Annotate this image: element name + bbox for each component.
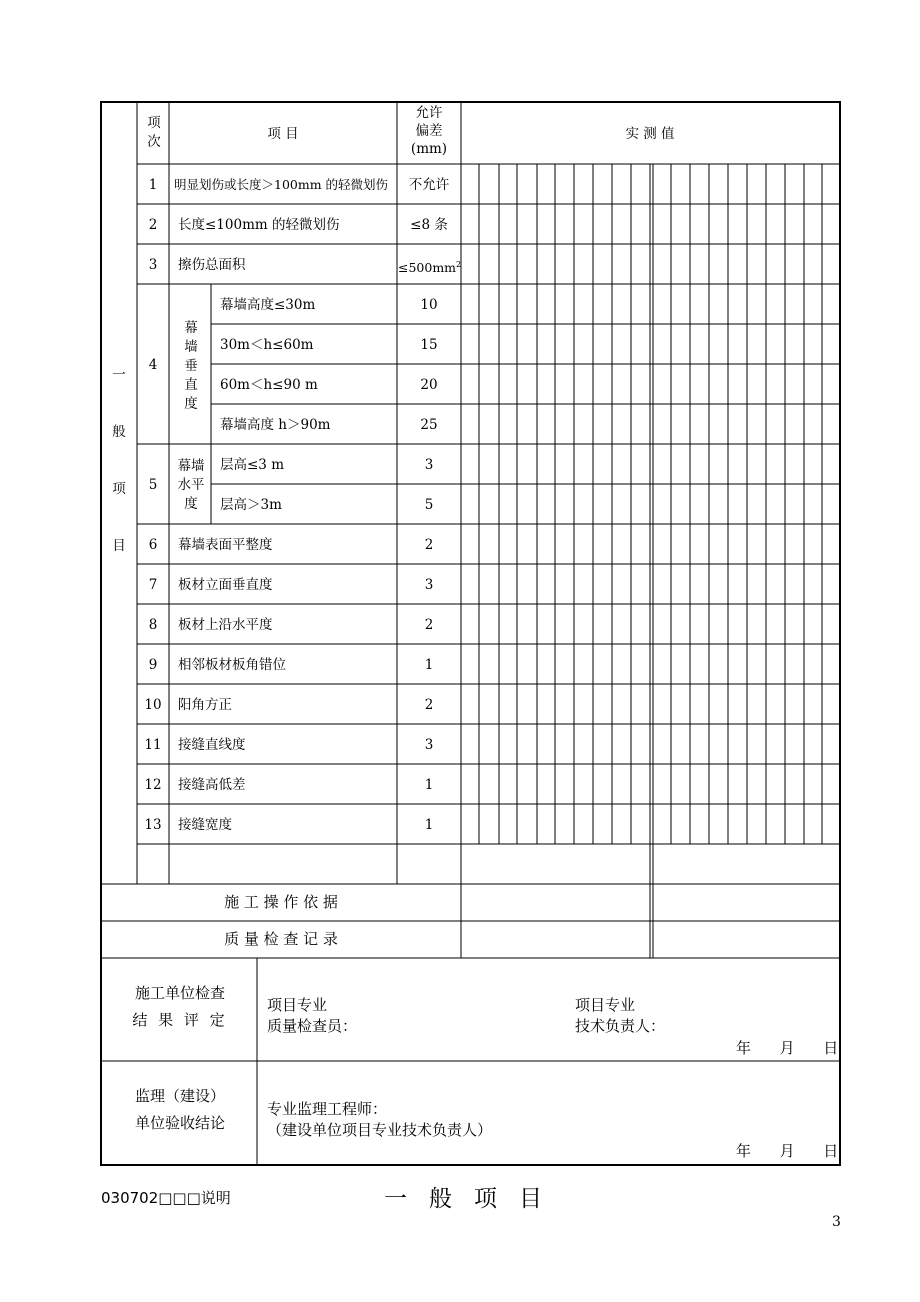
construction-inspector-line1: 项目专业 [267,996,328,1014]
supervision-date: 年 月 日 [736,1142,839,1160]
row-11-allowance: 3 [424,737,434,753]
row-1-item: 明显划伤或长度＞100mm 的轻微划伤 [174,177,389,192]
construction-check-label-2: 结 果 评 定 [132,1011,228,1029]
header-item-label: 项 目 [267,126,299,142]
row-11-item: 接缝直线度 [178,737,246,753]
row-7-item: 板材立面垂直度 [178,577,273,593]
row-5a-allowance: 3 [424,457,434,473]
row-5-number: 5 [148,477,158,493]
row-7-allowance: 3 [424,577,434,593]
header-allow-label: 允许 偏差 (mm) [410,105,448,157]
row-4c-item: 60m＜h≤90 m [220,377,318,393]
row-11-number: 11 [144,737,162,753]
row-13-number: 13 [144,817,162,833]
row-12-allowance: 1 [424,777,434,793]
row-8-number: 8 [148,617,158,633]
row-9-item: 相邻板材板角错位 [178,657,286,673]
supervision-label-1: 监理（建设） [134,1087,226,1105]
row-6-allowance: 2 [424,537,434,553]
row-5b-allowance: 5 [424,497,434,513]
form-code: 030702□□□说明 [101,1189,231,1207]
row-4a-allowance: 10 [420,297,438,313]
row-3-allowance: $\le 500mm^2$ [398,260,462,276]
row-5a-item: 层高≤3 m [220,457,284,473]
row-10-item: 阳角方正 [178,697,232,713]
construction-date: 年 月 日 [736,1039,839,1057]
supervision-label-2: 单位验收结论 [134,1114,226,1132]
row-3-item: 擦伤总面积 [178,257,246,273]
page-number: 3 [832,1214,841,1230]
footer-title: 一般项目 [384,1186,564,1212]
row-4-number: 4 [148,357,158,373]
row-4d-allowance: 25 [420,417,438,433]
construction-tech-lead-line1: 项目专业 [575,996,636,1014]
row-4b-item: 30m＜h≤60m [220,337,314,353]
row-8-item: 板材上沿水平度 [178,617,273,633]
row-8-allowance: 2 [424,617,434,633]
header-measured-label: 实 测 值 [625,126,675,142]
row-5b-item: 层高＞3m [220,497,282,513]
row-13-item: 接缝宽度 [178,817,232,833]
construction-basis-label: 施 工 操 作 依 据 [224,893,338,911]
row-12-item: 接缝高低差 [178,777,246,793]
row-4c-allowance: 20 [420,377,438,393]
row-6-number: 6 [148,537,158,553]
header-seq-label: 项 次 [147,115,161,150]
row-4d-item: 幕墙高度 h＞90m [220,417,331,433]
row-5-group-label: 幕墙 水平 度 [177,458,205,512]
row-4b-allowance: 15 [420,337,438,353]
row-12-number: 12 [144,777,162,793]
row-1-allowance: 不允许 [408,177,450,193]
row-1-number: 1 [148,177,158,193]
supervision-owner-line: （建设单位项目专业技术负责人） [267,1121,493,1139]
row-6-item: 幕墙表面平整度 [178,537,273,553]
row-4-group-label: 幕 墙 垂 直 度 [184,320,198,412]
row-4a-item: 幕墙高度≤30m [220,297,316,313]
row-3-number: 3 [148,257,158,273]
supervision-engineer-line: 专业监理工程师： [267,1100,388,1118]
construction-inspector-line2: 质量检查员： [267,1017,358,1035]
row-7-number: 7 [148,577,158,593]
construction-check-label-1: 施工单位检查 [134,984,226,1002]
row-10-allowance: 2 [424,697,434,713]
row-13-allowance: 1 [424,817,434,833]
section-label-general-items: 一 般 项 目 [112,367,126,554]
row-2-number: 2 [148,217,158,233]
row-10-number: 10 [144,697,162,713]
row-9-allowance: 1 [424,657,434,673]
row-2-item: 长度≤100mm 的轻微划伤 [178,217,340,233]
quality-record-label: 质 量 检 查 记 录 [224,930,338,948]
row-2-allowance: ≤8 条 [410,217,448,233]
construction-tech-lead-line2: 技术负责人： [575,1017,666,1035]
row-9-number: 9 [148,657,158,673]
